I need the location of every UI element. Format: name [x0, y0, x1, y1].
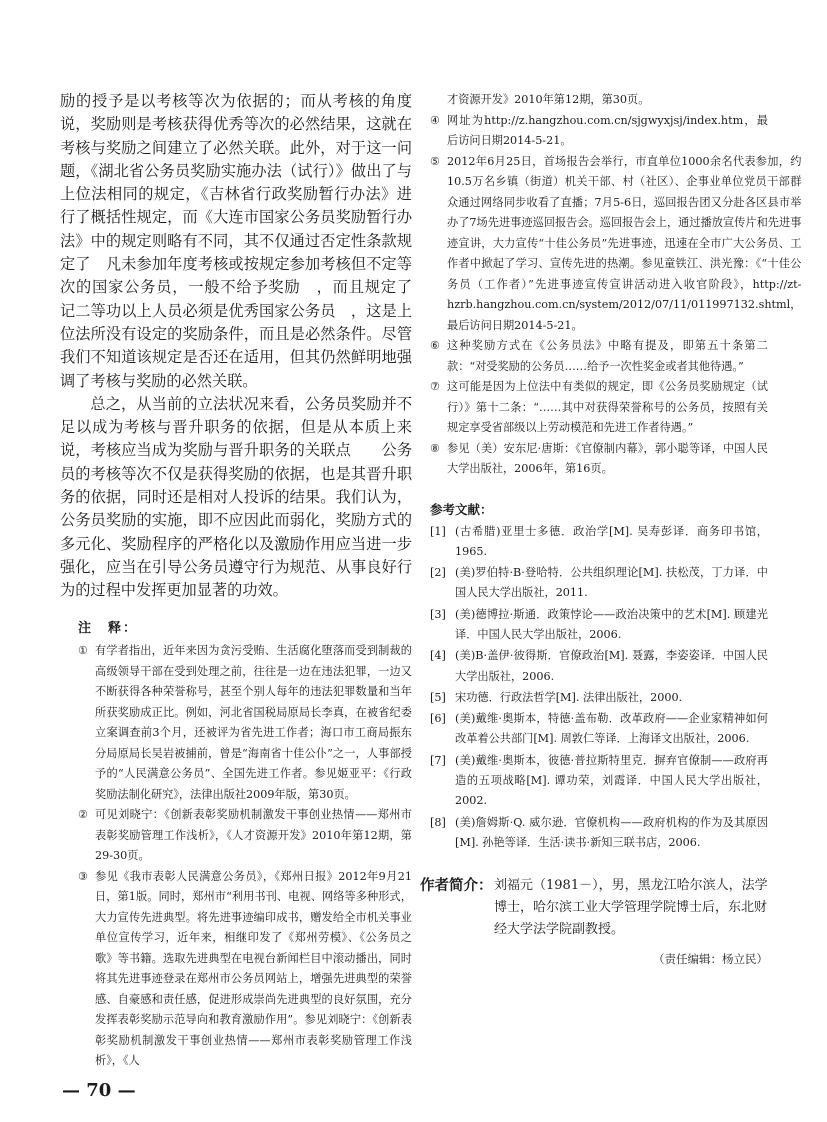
reference-item	[430, 688, 768, 708]
note-marker: ③	[78, 869, 89, 883]
note-item	[430, 152, 802, 337]
note-text: 可见刘晓宁：《创新表彰奖励机制激发干事创业热情——郑州市表彰奖励管理工作浅析》，《人才资源开发》2010年第12期，第29-30页。	[95, 808, 412, 862]
note-item	[430, 111, 768, 152]
reference-item	[430, 563, 768, 604]
author-bio-label: 作者简介：	[420, 878, 493, 895]
reference-marker: [1]	[430, 524, 446, 538]
note-marker: ①	[78, 644, 89, 657]
reference-marker: [7]	[430, 753, 446, 767]
note-marker: ⑧	[430, 441, 441, 455]
reference-text: (美)戴维·奥斯本，特德·盖布勒．改革政府——企业家精神如何改革着公共部门[M]. 周敦仁等译．上海译文出版社，2006.	[455, 712, 768, 746]
note-marker: ⑤	[430, 154, 441, 168]
note-item	[78, 805, 412, 867]
note-text: 有学者指出，近年来因为贪污受贿、生活腐化堕落而受到制裁的高级领导干部在受到处理之前，往往是一边在违法犯罪，一边又不断获得各种荣誉称号，甚至个别人每年的违法犯罪数量和当年所获奖励成正比。例如，河北省国税局原局长李真，在被省纪委立案调查前3个月，还被评为省先进工作者；海口市工商局振东分局原局长吴岩被捕前，曾是“海南省十佳公仆”之一，人事部授予的“人民满意公务员”、全国先进工作者。参见姬亚平：《行政奖励法制化研究》，法律出版社2009年版，第30页。	[95, 644, 412, 801]
reference-text: (美)B·盖伊·彼得斯．官僚政治[M]. 聂露，李姿姿译．中国人民大学出版社，2006.	[455, 649, 768, 683]
reference-text: (美)詹姆斯·Q. 威尔逊．官僚机构——政府机构的作为及其原因[M]. 孙艳等译．生活·读书·新知三联书店，2006.	[455, 815, 768, 849]
reference-item	[430, 813, 768, 854]
note-item	[78, 641, 412, 805]
notes-heading: 注 释：	[78, 621, 139, 636]
body-paragraph: 励的授予是以考核等次为依据的；而从考核的角度说，奖励则是考核获得优秀等次的必然结果，这就在考核与奖励之间建立了必然关联。此外，对于这一问题，《湖北省公务员奖励实施办法（试行）》做出了与上位法相同的规定，《吉林省行政奖励暂行办法》进行了概括性规定，而《大连市国家公务员奖励暂行办法》中的规定则略有不同，其不仅通过否定性条款规定了 凡未参加年度考核或按规定参加考核但不定等次的国家公务员，一般不给予奖励 ，而且规定了 记二等功以上人员必须是优秀国家公务员 ，这是上位法所没有设定的奖励条件，而且是必然条件。尽管我们不知道该规定是否还在适用，但其仍然鲜明地强调了考核与奖励的必然关联。	[60, 92, 428, 390]
left-column	[60, 90, 428, 1072]
reference-text: (美)德博拉·斯通．政策悖论——政治决策中的艺术[M]. 顾建光译．中国人民大学出版社，2006.	[455, 607, 768, 641]
note-continuation	[430, 90, 768, 111]
reference-item	[430, 646, 768, 687]
reference-text: (古希腊)亚里士多德．政治学[M]. 吴寿彭译．商务印书馆，1965.	[455, 524, 768, 558]
note-text: 才资源开发》2010年第12期，第30页。	[447, 93, 650, 106]
right-column	[420, 90, 802, 967]
note-text: 2012年6月25日，首场报告会举行，市直单位1000余名代表参加，约10.5万名乡镇（街道）机关干部、村（社区）、企事业单位党员干部群众通过网络同步收看了直播；7月5-6日，巡回报告团又分赴各区县市举办了7场先进事迹巡回报告会。巡回报告会上，通过播放宣传片和先进事迹宣讲，大力宣传“十佳公务员”先进事迹，迅速在全市广大公务员、工作者中掀起了学习、宣传先进的热潮。参见童铁江、洪光豫：《“十佳公务员（工作者）”先进事迹宣传宣讲活动进入收官阶段》，http://zt-hzrb.hangzhou.com.cn/system/2012/07/11/011997132.shtml，最后访问日期2014-5-21。	[447, 154, 802, 332]
note-marker: ⑦	[430, 380, 441, 393]
note-item	[78, 867, 412, 1072]
reference-item	[430, 751, 768, 812]
reference-marker: [5]	[430, 690, 446, 704]
note-marker: ⑥	[430, 339, 441, 352]
note-text: 参见（美）安东尼·唐斯：《官僚制内幕》，郭小聪等译，中国人民大学出版社，2006年，第16页。	[447, 441, 768, 475]
reference-item	[430, 605, 768, 646]
reference-marker: [6]	[430, 712, 446, 726]
note-marker: ②	[78, 808, 89, 821]
reference-text: 宋功德．行政法哲学[M]. 法律出版社，2000.	[455, 690, 683, 704]
reference-marker: [8]	[430, 815, 446, 829]
note-item	[430, 336, 768, 377]
reference-marker: [4]	[430, 649, 446, 663]
reference-text: (美)戴维·奥斯本，彼德·普拉斯特里克．摒弃官僚制——政府再造的五项战略[M]. 谭功荣，刘霞译．中国人民大学出版社，2002.	[455, 753, 768, 808]
note-text: 网址为http://z.hangzhou.com.cn/sjgwyxjsj/index.htm，最后访问日期2014-5-21。	[447, 113, 768, 147]
body-text	[60, 90, 428, 600]
page-number: — 70 —	[62, 1080, 136, 1101]
reference-item	[430, 522, 768, 563]
reference-text: (美)罗伯特·B·登哈特．公共组织理论[M]. 扶松茂，丁力译．中国人民大学出版社，2011.	[455, 566, 768, 600]
responsible-editor: （责任编辑：杨立民）	[653, 952, 768, 967]
references-heading: 参考文献：	[430, 501, 493, 517]
note-marker: ④	[430, 113, 441, 127]
body-paragraph: 总之，从当前的立法状况来看，公务员奖励并不足以成为考核与晋升职务的依据，但是从本质上来说，考核应当成为奖励与晋升职务的关联点 公务员的考核等次不仅是获得奖励的依据，也是其晋升职务的依据，同时还是相对人投诉的结果。我们认为，公务员奖励的实施，即不应因此而弱化，奖励方式的多元化、奖励程序的严格化以及激励作用应当进一步强化，应当在引导公务员遵守行为规范、从事良好行为的过程中发挥更加显著的功效。	[60, 394, 412, 600]
note-item	[430, 377, 768, 439]
reference-marker: [2]	[430, 566, 446, 580]
note-text: 参见《我市表彰人民满意公务员》，《郑州日报》2012年9月21日，第1版。同时，郑州市“利用书刊、电视、网络等多种形式，大力宣传先进典型。将先进事迹编印成书，赠发给全市机关事业单位宣传学习，近年来，相继印发了《郑州劳模》、《公务员之歌》等书籍。选取先进典型在电视台新闻栏目中滚动播出，同时将其先进事迹登录在郑州市公务员网站上，增强先进典型的荣誉感、自豪感和责任感，促进形成崇尚先进典型的良好氛围，充分发挥表彰奖励示范导向和教育激励作用”。参见刘晓宁：《创新表彰奖励机制激发干事创业热情——郑州市表彰奖励管理工作浅析》，《人	[95, 869, 412, 1067]
author-bio-text: 刘福元（1981－），男，黑龙江哈尔滨人，法学博士，哈尔滨工业大学管理学院博士后，东北财经大学法学院副教授。	[494, 878, 768, 938]
note-text: 这种奖励方式在《公务员法》中略有提及，即第五十条第二款：“对受奖励的公务员……给予一次性奖金或者其他待遇。”	[447, 339, 768, 373]
reference-marker: [3]	[430, 607, 446, 621]
note-item	[430, 439, 768, 480]
reference-item	[430, 709, 768, 750]
author-bio	[420, 875, 768, 941]
note-text: 这可能是因为上位法中有类似的规定，即《公务员奖励规定（试行）》第十二条：“……其中对获得荣誉称号的公务员，按照有关规定享受省部级以上劳动模范和先进工作者待遇。”	[447, 380, 768, 434]
